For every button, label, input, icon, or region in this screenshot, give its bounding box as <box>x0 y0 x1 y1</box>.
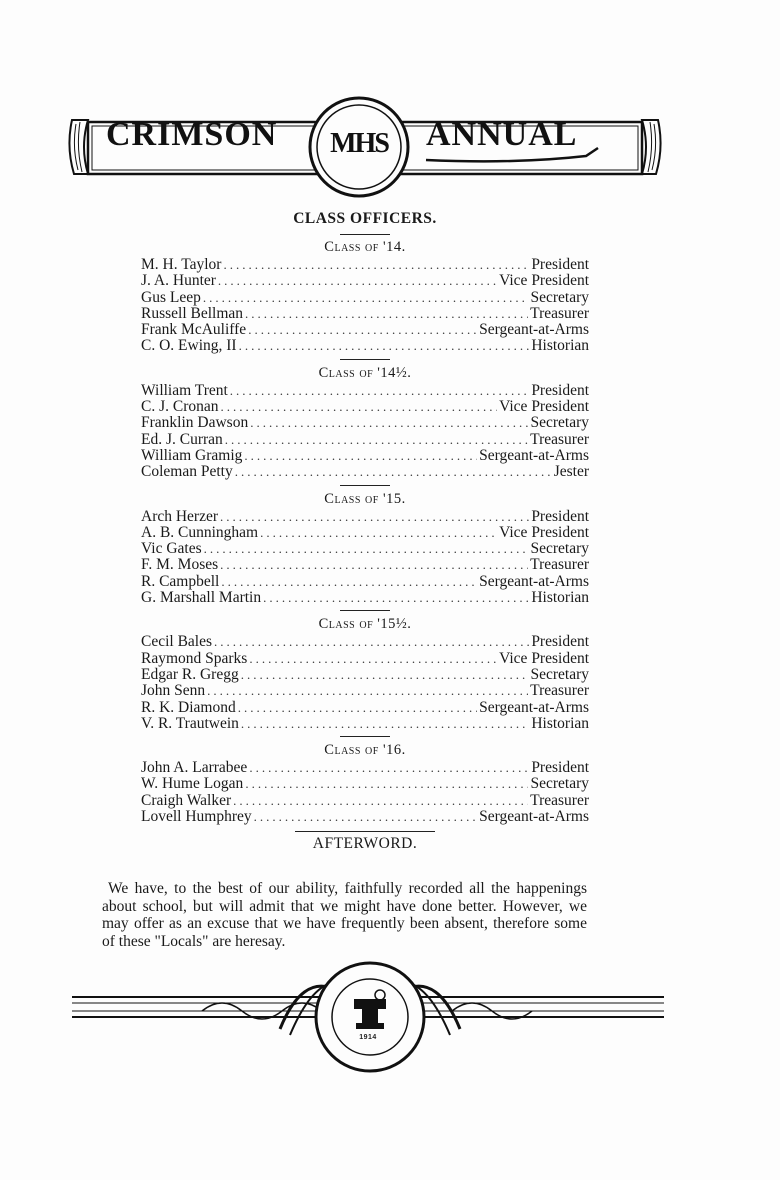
officer-role: President <box>531 508 589 525</box>
officer-role: Sergeant-at-Arms <box>479 573 589 590</box>
section-rule <box>340 610 390 611</box>
officer-row <box>141 464 589 480</box>
officer-role: Treasurer <box>530 792 589 809</box>
dot-leader <box>248 322 477 338</box>
officer-name: Arch Herzer <box>141 508 219 525</box>
dot-leader <box>263 590 529 606</box>
dot-leader <box>223 257 529 273</box>
officer-name: Edgar R. Gregg <box>141 666 239 683</box>
officer-role: Sergeant-at-Arms <box>479 699 589 716</box>
officer-name: Cecil Bales <box>141 634 213 651</box>
officer-row <box>141 760 589 776</box>
class-section <box>141 237 589 360</box>
footer-ornament <box>72 955 664 1073</box>
dot-leader <box>260 525 497 541</box>
dot-leader <box>250 415 528 431</box>
officer-role: President <box>531 257 589 273</box>
officer-name: Lovell Humphrey <box>141 809 252 826</box>
officer-role: Vice President <box>499 524 589 541</box>
officer-role: Historian <box>531 715 589 732</box>
officer-role: Sergeant-at-Arms <box>479 322 589 339</box>
dot-leader <box>245 776 528 792</box>
class-heading: Class of '16. <box>324 742 406 759</box>
officer-role: President <box>531 382 589 399</box>
officer-name: G. Marshall Martin <box>141 590 262 607</box>
officer-name: F. M. Moses <box>141 557 219 574</box>
afterword-body <box>102 880 587 950</box>
section-rule <box>340 359 390 360</box>
officer-name: W. Hume Logan <box>141 776 244 793</box>
class-officers-content <box>141 208 589 854</box>
class-section <box>141 363 589 486</box>
officer-row <box>141 448 589 464</box>
officer-row <box>141 322 589 338</box>
officer-name: Craigh Walker <box>141 792 232 809</box>
banner-word-crimson: CRIMSON <box>106 116 278 153</box>
dot-leader <box>249 760 529 776</box>
officer-row <box>141 338 589 354</box>
officer-name: Ed. J. Curran <box>141 431 223 448</box>
officer-row <box>141 667 589 683</box>
officer-row <box>141 509 589 525</box>
officer-role: Jester <box>553 464 589 481</box>
footer-ornament-graphic <box>72 955 664 1073</box>
officer-name: J. A. Hunter <box>141 273 216 290</box>
dot-leader <box>220 509 529 525</box>
officer-name: M. H. Taylor <box>141 257 222 273</box>
officer-name: Russell Bellman <box>141 305 244 322</box>
officer-name: Vic Gates <box>141 541 202 558</box>
officer-name: A. B. Cunningham <box>141 524 259 541</box>
dot-leader <box>220 557 528 573</box>
class-heading: Class of '14½. <box>318 364 412 381</box>
officer-name: C. O. Ewing, II <box>141 338 237 355</box>
officer-role: Secretary <box>530 289 589 306</box>
afterword-rule <box>295 831 435 832</box>
officer-row <box>141 290 589 306</box>
dot-leader <box>254 809 477 825</box>
dot-leader <box>221 399 498 415</box>
officer-name: Gus Leep <box>141 289 201 306</box>
officer-name: Raymond Sparks <box>141 650 248 667</box>
officer-row <box>141 574 589 590</box>
dot-leader <box>245 306 528 322</box>
officer-row <box>141 683 589 699</box>
officer-name: Coleman Petty <box>141 464 233 481</box>
page-title: CLASS OFFICERS. <box>293 210 437 227</box>
emblem-monogram-letters: MHS <box>330 128 388 159</box>
officer-row <box>141 557 589 573</box>
school-monogram-emblem <box>310 98 408 196</box>
officer-row <box>141 257 589 273</box>
officer-name: R. Campbell <box>141 573 220 590</box>
officer-name: Frank McAuliffe <box>141 322 247 339</box>
officer-name: John A. Larrabee <box>141 760 248 777</box>
dot-leader <box>235 464 552 480</box>
officer-row <box>141 776 589 792</box>
officer-row <box>141 525 589 541</box>
class-sections <box>141 237 589 825</box>
dot-leader <box>241 667 529 683</box>
section-rule <box>340 736 390 737</box>
dot-leader <box>218 273 497 289</box>
officer-name: R. K. Diamond <box>141 699 236 716</box>
section-rule <box>340 485 390 486</box>
officer-row <box>141 651 589 667</box>
officer-name: John Senn <box>141 683 206 700</box>
dot-leader <box>230 383 530 399</box>
officer-role: Treasurer <box>530 557 589 574</box>
officer-role: Secretary <box>530 776 589 793</box>
officer-role: Vice President <box>499 273 589 290</box>
class-section <box>141 740 589 825</box>
officer-row <box>141 306 589 322</box>
dot-leader <box>233 793 528 809</box>
crimson-annual-banner <box>66 92 664 198</box>
officer-row <box>141 716 589 732</box>
officer-row <box>141 634 589 650</box>
officer-row <box>141 273 589 289</box>
dot-leader <box>207 683 528 699</box>
dot-leader <box>249 651 497 667</box>
dot-leader <box>203 290 529 306</box>
officer-name: V. R. Trautwein <box>141 715 239 732</box>
officer-name: Franklin Dawson <box>141 415 249 432</box>
officer-role: Secretary <box>530 415 589 432</box>
officer-row <box>141 432 589 448</box>
officer-name: William Gramig <box>141 447 243 464</box>
dot-leader <box>225 432 528 448</box>
title-rule <box>340 234 390 235</box>
dot-leader <box>214 634 529 650</box>
officer-role: Vice President <box>499 399 589 416</box>
dot-leader <box>239 338 530 354</box>
dot-leader <box>244 448 477 464</box>
officer-row <box>141 793 589 809</box>
officer-role: Treasurer <box>530 431 589 448</box>
officer-row <box>141 541 589 557</box>
officer-row <box>141 809 589 825</box>
afterword-title: AFTERWORD. <box>312 835 418 853</box>
dot-leader <box>204 541 529 557</box>
officer-role: Sergeant-at-Arms <box>479 809 589 826</box>
officer-row <box>141 590 589 606</box>
class-heading: Class of '15. <box>324 490 406 507</box>
class-section <box>141 614 589 737</box>
officer-role: President <box>531 760 589 777</box>
officer-role: Vice President <box>499 650 589 667</box>
banner-word-annual: ANNUAL <box>426 116 578 153</box>
officer-name: William Trent <box>141 382 228 399</box>
officer-row <box>141 383 589 399</box>
dot-leader <box>241 716 529 732</box>
class-heading: Class of '14. <box>324 239 406 255</box>
seal-year: 1914 <box>359 1034 377 1041</box>
officer-role: Treasurer <box>530 305 589 322</box>
officer-role: Historian <box>531 338 589 355</box>
officer-role: Treasurer <box>530 683 589 700</box>
dot-leader <box>221 574 477 590</box>
officer-row <box>141 399 589 415</box>
officer-name: C. J. Cronan <box>141 399 219 416</box>
officer-row <box>141 415 589 431</box>
officer-role: Secretary <box>530 541 589 558</box>
officer-role: President <box>531 634 589 651</box>
officer-row <box>141 700 589 716</box>
dot-leader <box>238 700 477 716</box>
afterword-paragraph: We have, to the best of our ability, faithfully recorded all the happenings about school, but will admit that we might have done better. However, we may offer as an excuse that we have frequently been absent, therefore some of these "Locals" are heresay. <box>102 880 587 950</box>
officer-role: Historian <box>531 590 589 607</box>
class-section <box>141 489 589 612</box>
officer-role: Secretary <box>530 666 589 683</box>
officer-role: Sergeant-at-Arms <box>479 447 589 464</box>
class-heading: Class of '15½. <box>318 616 412 633</box>
